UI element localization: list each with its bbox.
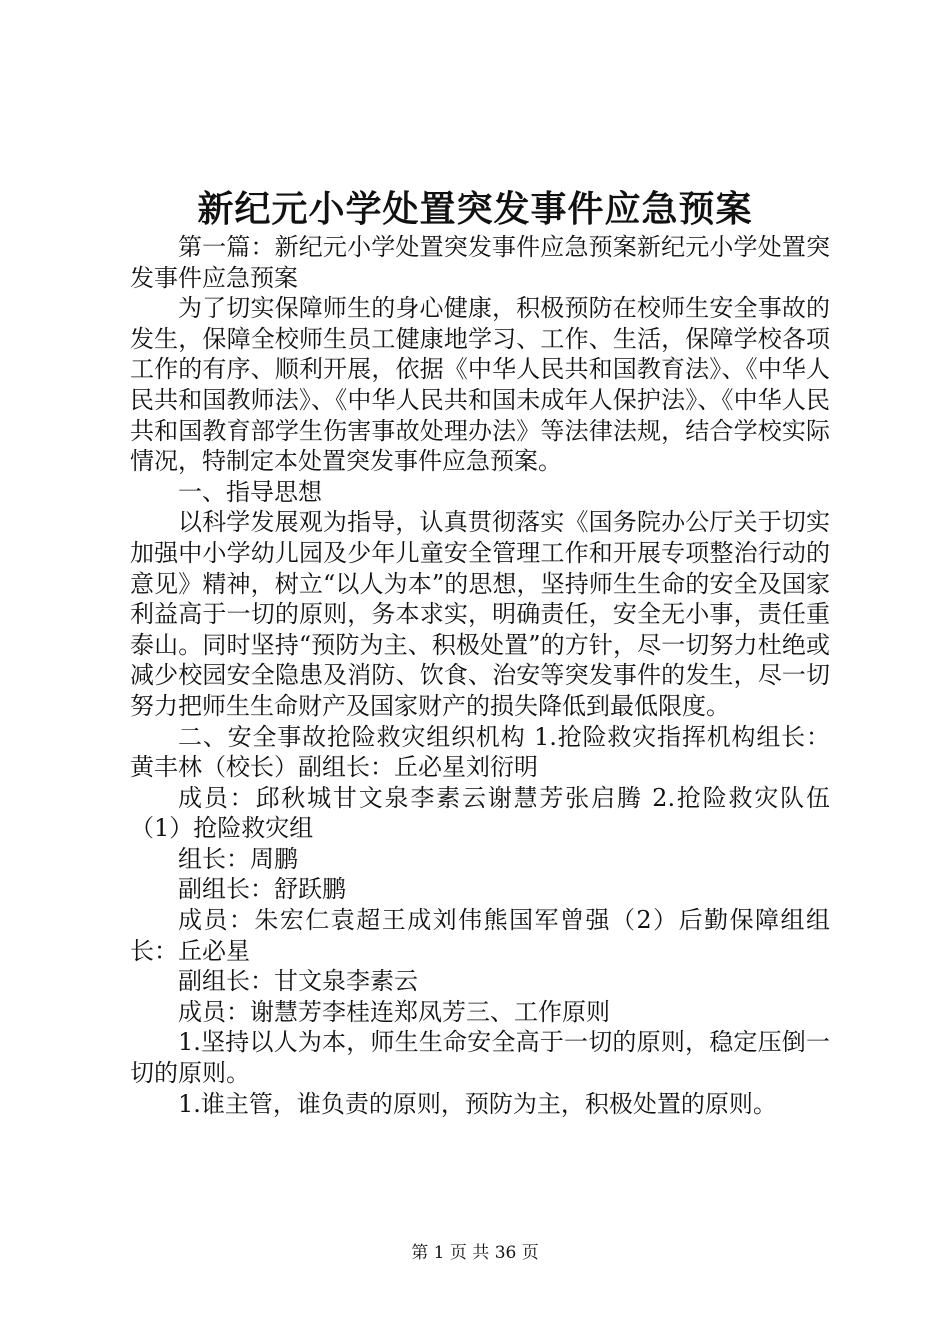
paragraph: 组长：周鹏: [178, 844, 298, 873]
paragraph: 以科学发展观为指导，认真贯彻落实《国务院办公厅关于切实加强中小学幼儿园及少年儿童安全管理工作和开展专项整治行动的意见》精神，树立“以人为本”的思想，坚持师生生命的安全及国家利益高于一切的原则，务本求实，明确责任，安全无小事，责任重泰山。同时坚持“预防为主、积极处置”的方针，尽一切努力杜绝或减少校园安全隐患及消防、饮食、治安等突发事件的发生，尽一切努力把师生生命财产及国家财产的损失降低到最低限度。: [130, 508, 830, 720]
paragraph: 1.谁主管，谁负责的原则，预防为主，积极处置的原则。: [178, 1089, 777, 1118]
document-body: [130, 232, 830, 1119]
paragraph: 1.坚持以人为本，师生生命安全高于一切的原则，稳定压倒一切的原则。: [130, 1028, 830, 1088]
paragraph: 成员：谢慧芳李桂连郑凤芳三、工作原则: [178, 997, 610, 1026]
section-heading: 一、指导思想: [178, 477, 322, 506]
paragraph: 第一篇：新纪元小学处置突发事件应急预案新纪元小学处置突发事件应急预案: [130, 233, 830, 292]
paragraph: 副组长：舒跃鹏: [178, 875, 346, 904]
document-title: 新纪元小学处置突发事件应急预案: [197, 188, 753, 230]
page-number: 第 1 页 共 36 页: [411, 1243, 539, 1263]
section-heading: 二、安全事故抢险救灾组织机构 1.抢险救灾指挥机构组长：黄丰林（校长）副组长：丘必星刘衍明: [130, 722, 830, 782]
paragraph: 为了切实保障师生的身心健康，积极预防在校师生安全事故的发生，保障全校师生员工健康地学习、工作、生活，保障学校各项工作的有序、顺利开展，依据《中华人民共和国教育法》、《中华人民共和国教师法》、《中华人民共和国未成年人保护法》、《中华人民共和国教育部学生伤害事故处理办法》等法律法规，结合学校实际情况，特制定本处置突发事件应急预案。: [130, 294, 830, 476]
paragraph: 成员：邱秋城甘文泉李素云谢慧芳张启腾 2.抢险救灾队伍（1）抢险救灾组: [130, 783, 830, 843]
paragraph: 成员：朱宏仁袁超王成刘伟熊国军曾强（2）后勤保障组组长：丘必星: [130, 906, 830, 965]
paragraph: 副组长：甘文泉李素云: [178, 967, 418, 996]
